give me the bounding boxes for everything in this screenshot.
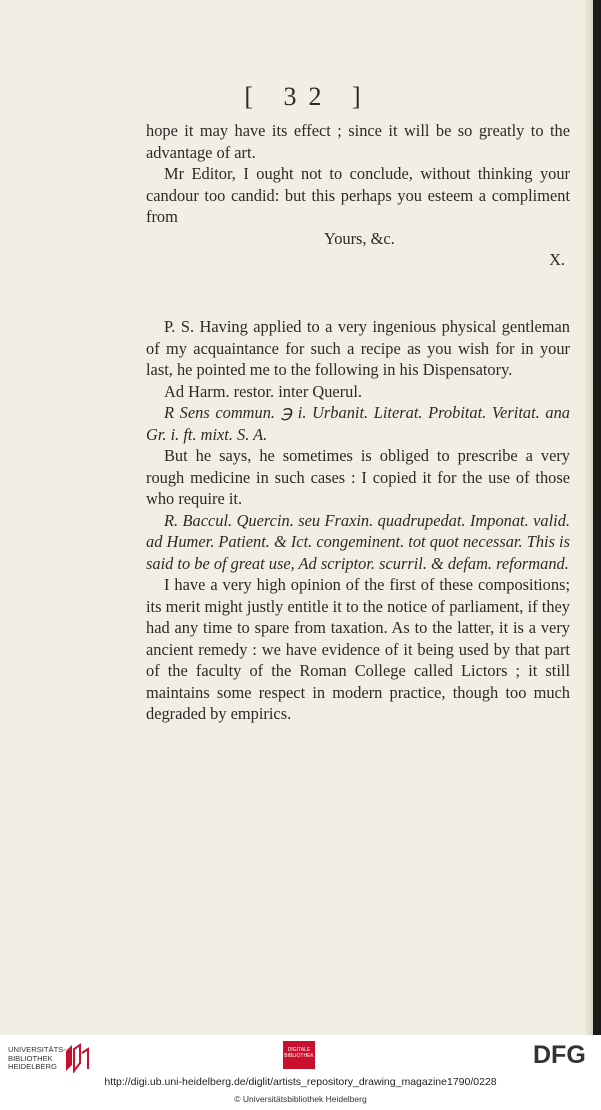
university-name	[8, 1046, 66, 1072]
postscript-body	[146, 316, 570, 725]
page-body	[146, 120, 570, 271]
paragraph-ps: P. S. Having applied to a very ingenious physical gentleman of my acquaintance for such a recipe as you wish for in your last, he pointed me to the following in his Dispensatory.	[146, 317, 570, 379]
university-line-3: HEIDELBERG	[8, 1062, 57, 1072]
recipe-1: R Sens commun. ℈ i. Urbanit. Literat. Probitat. Veritat. ana Gr. i. ft. mixt. S. A.	[146, 403, 570, 444]
university-line-2: BIBLIOTHEK	[8, 1053, 53, 1063]
copyright-notice: © Universitätsbibliothek Heidelberg	[234, 1094, 367, 1104]
university-line-1: UNIVERSITÄTS-	[8, 1045, 66, 1054]
signature-name: X.	[549, 250, 565, 269]
recipe-heading: Ad Harm. restor. inter Querul.	[164, 381, 362, 401]
dfg-logo[interactable]: DFG	[533, 1041, 586, 1069]
digital-library-logo[interactable]	[283, 1041, 315, 1069]
university-library-logo[interactable]	[8, 1041, 108, 1075]
paragraph-1: hope it may have its effect ; since it will be so greatly to the advantage of art.	[146, 121, 570, 162]
permalink-url[interactable]: http://digi.ub.uni-heidelberg.de/diglit/artists_repository_drawing_magazine1790/0228	[104, 1076, 497, 1088]
page-number: [ 32 ]	[244, 82, 373, 111]
signature-closing: Yours, &c.	[324, 228, 395, 248]
paragraph-3: But he says, he sometimes is obliged to prescribe a very rough medicine in such cases : I copied it for the use of those who require it.	[146, 446, 570, 508]
university-seal-icon	[64, 1043, 90, 1073]
scan-border	[593, 0, 601, 1035]
paragraph-4: I have a very high opinion of the first of these compositions; its merit might justly entitle it to the notice of parliament, if they had any time to spare from taxation. As to the latter, it is a very ancient remedy : we have evidence of it being used by that part of the faculty of the Roman College called Lictors ; it still maintains some respect in modern practice, though too much degraded by empirics.	[146, 575, 570, 723]
viewer-footer	[0, 1035, 601, 1110]
recipe-2: R. Baccul. Quercin. seu Fraxin. quadrupedat. Imponat. valid. ad Humer. Patient. & Ict. congeminent. tot quot necessar. This is said to be of great use, Ad scriptor. scurril. & defam. reformand.	[146, 510, 570, 573]
paragraph-2: Mr Editor, I ought not to conclude, without thinking your candour too candid: but this perhaps you esteem a compliment from	[146, 164, 570, 226]
digital-library-text: DIGITALE BIBLIOTHEK	[284, 1047, 314, 1059]
page-edge	[585, 0, 593, 1035]
